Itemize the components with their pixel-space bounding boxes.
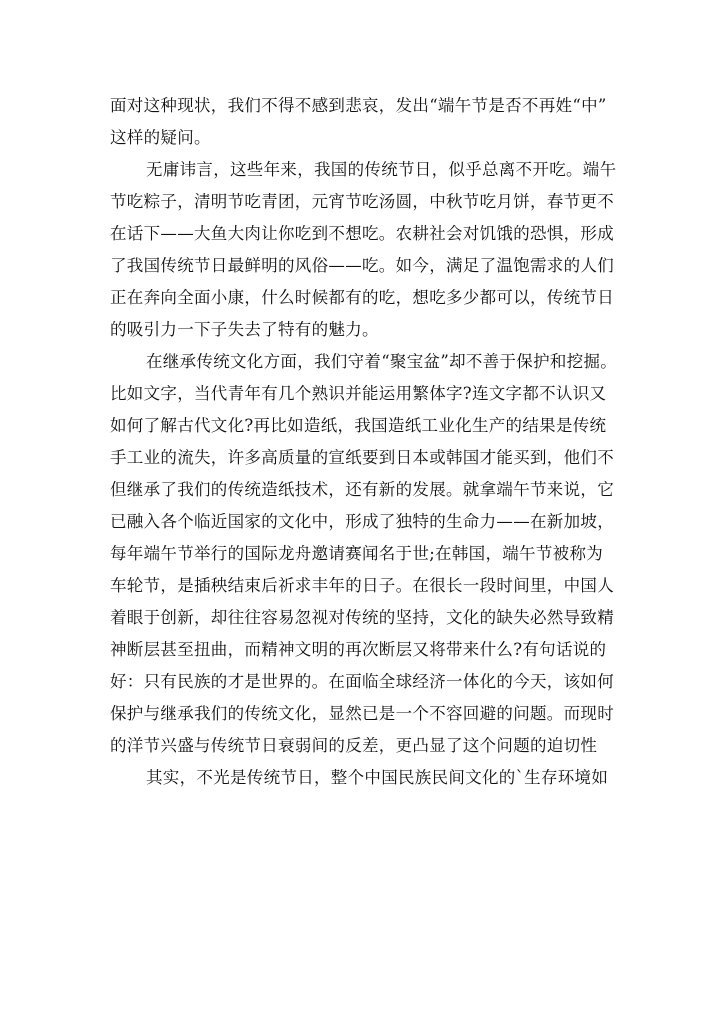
document-body: [110, 90, 618, 794]
text-line: 如何了解古代文化?再比如造纸，我国造纸工业化生产的结果是传统: [110, 416, 607, 435]
text-line: 了我国传统节日最鲜明的风俗——吃。如今，满足了温饱需求的人们: [110, 256, 614, 275]
text-line: 无庸讳言，这些年来，我国的传统节日，似乎总离不开吃。端午: [146, 160, 617, 179]
text-line: 着眼于创新，却往往容易忽视对传统的坚持，文化的缺失必然导致精: [110, 608, 614, 627]
text-line: 的吸引力一下子失去了特有的魅力。: [110, 320, 379, 339]
text-line: 神断层甚至扭曲，而精神文明的再次断层又将带来什么?有句话说的: [110, 640, 607, 659]
text-line: 正在奔向全面小康，什么时候都有的吃，想吃多少都可以，传统节日: [110, 288, 614, 307]
text-line: 在话下——大鱼大肉让你吃到不想吃。农耕社会对饥饿的恐惧，形成: [110, 224, 614, 243]
text-line: 每年端午节举行的国际龙舟邀请赛闻名于世;在韩国，端午节被称为: [110, 544, 604, 563]
text-line: 节吃粽子，清明节吃青团，元宵节吃汤圆，中秋节吃月饼，春节更不: [110, 192, 614, 211]
text-line: 在继承传统文化方面，我们守着“聚宝盆”却不善于保护和挖掘。: [146, 352, 618, 371]
text-line: 这样的疑问。: [110, 128, 211, 147]
text-line: 比如文字，当代青年有几个熟识并能运用繁体字?连文字都不认识又: [110, 384, 607, 403]
text-line: 面对这种现状，我们不得不感到悲哀，发出“端午节是否不再姓“中”: [110, 96, 607, 115]
text-line: 车轮节，是插秧结束后祈求丰年的日子。在很长一段时间里，中国人: [110, 576, 614, 595]
text-line: 手工业的流失，许多高质量的宣纸要到日本或韩国才能买到，他们不: [110, 448, 614, 467]
text-line: 其实，不光是传统节日，整个中国民族民间文化的`生存环境如: [146, 768, 609, 787]
text-line: 但继承了我们的传统造纸技术，还有新的发展。就拿端午节来说，它: [110, 480, 614, 499]
text-line: 的洋节兴盛与传统节日衰弱间的反差，更凸显了这个问题的迫切性: [110, 736, 598, 755]
text-line: 保护与继承我们的传统文化，显然已是一个不容回避的问题。而现时: [110, 704, 614, 723]
text-line: 好：只有民族的才是世界的。在面临全球经济一体化的今天，该如何: [110, 672, 614, 691]
text-line: 已融入各个临近国家的文化中，形成了独特的生命力——在新加坡，: [110, 512, 614, 531]
